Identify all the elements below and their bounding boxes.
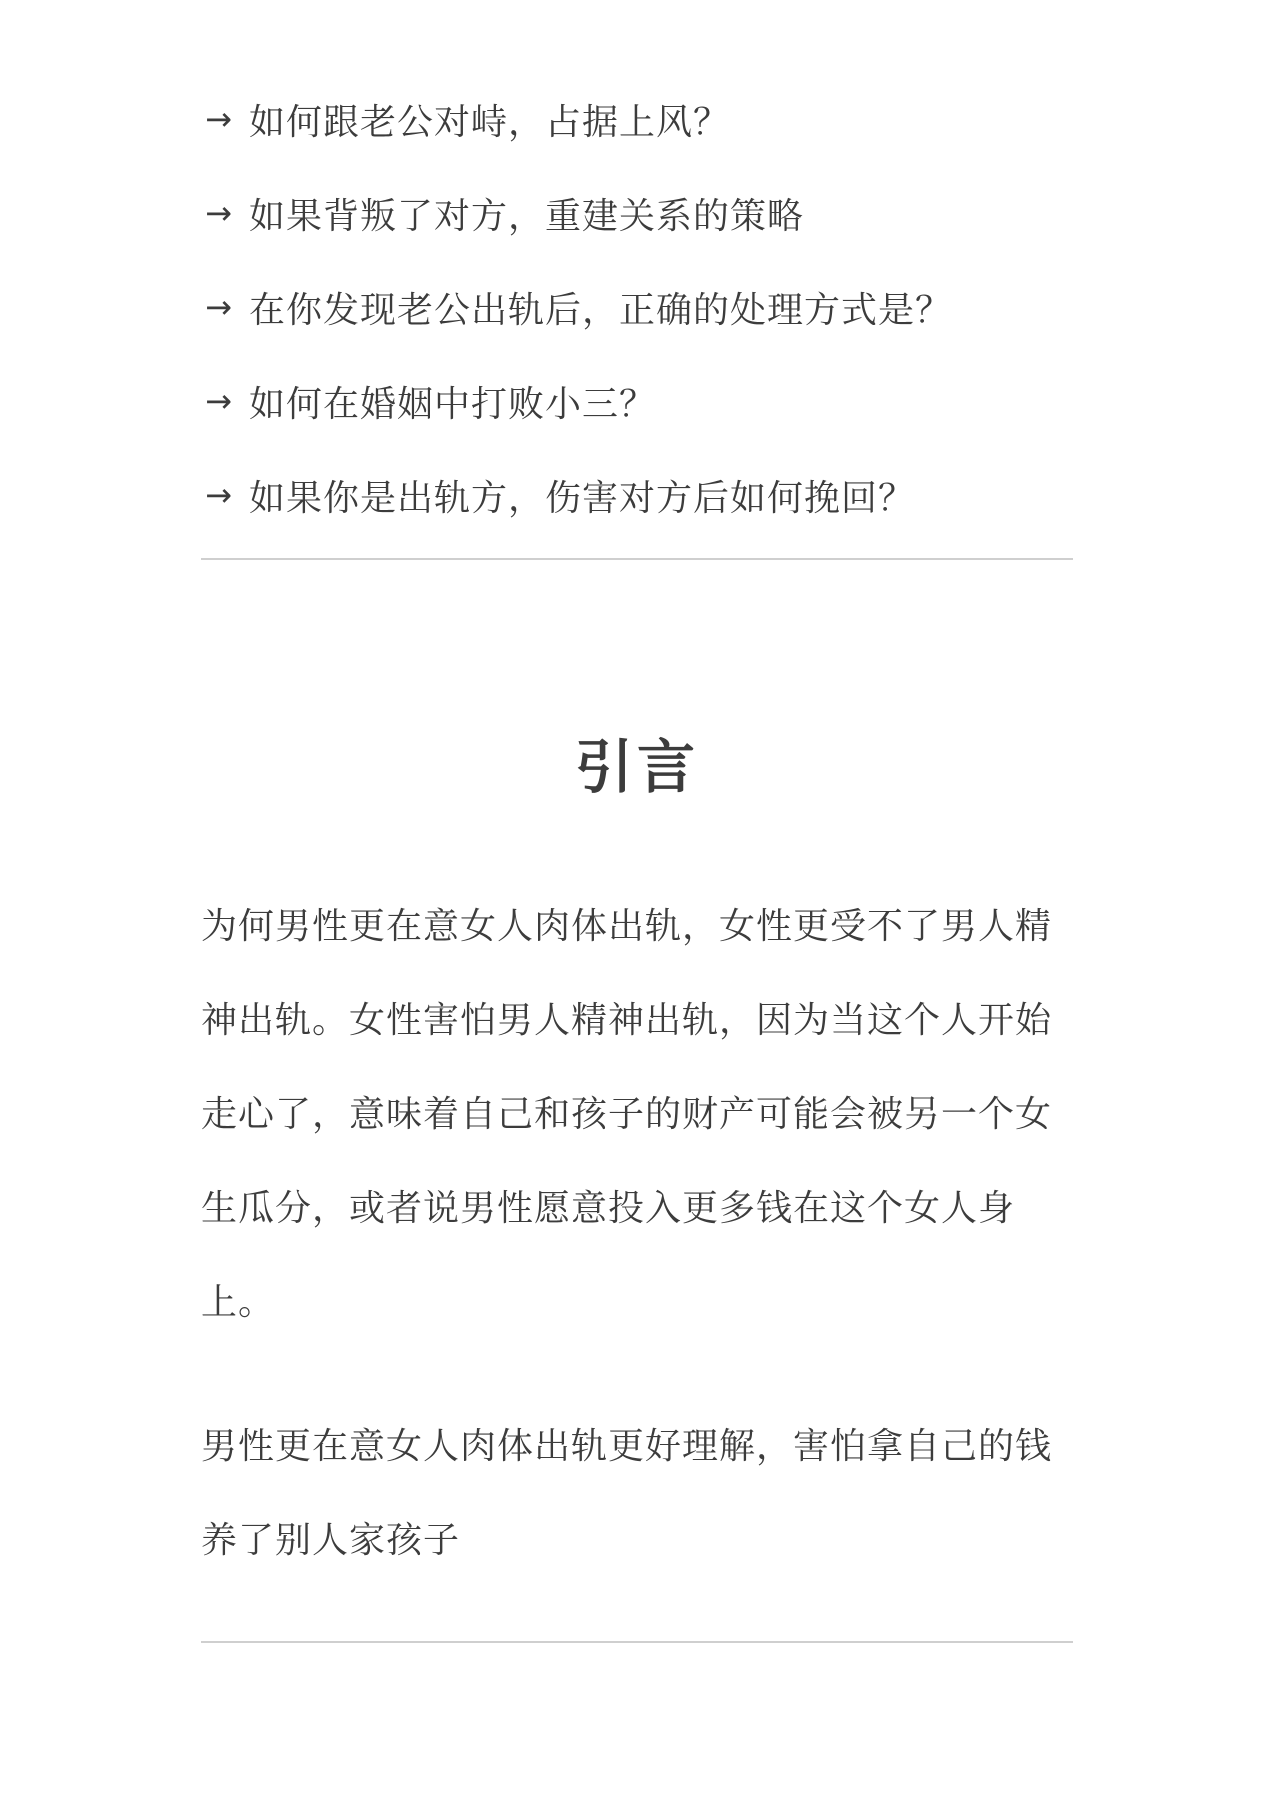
arrow-right-icon: →	[205, 476, 233, 514]
divider	[201, 1641, 1073, 1643]
question-text: 如何在婚姻中打败小三？	[249, 383, 657, 425]
arrow-right-icon: →	[205, 382, 233, 420]
question-item	[201, 166, 1073, 260]
intro-paragraph: 为何男性更在意女人肉体出轨，女性更受不了男人精神出轨。女性害怕男人精神出轨，因为当这个人开始走心了，意味着自己和孩子的财产可能会被另一个女生瓜分，或者说男性愿意投入更多钱在这个女人身上。	[201, 906, 1053, 1323]
intro-paragraph: 男性更在意女人肉体出轨更好理解，害怕拿自己的钱养了别人家孩子	[201, 1426, 1053, 1561]
arrow-right-icon: →	[205, 288, 233, 326]
question-item	[201, 260, 1073, 354]
question-text: 在你发现老公出轨后，正确的处理方式是？	[249, 289, 953, 331]
section-title: 引言	[574, 733, 699, 801]
question-list	[201, 0, 1073, 542]
question-item	[201, 448, 1073, 542]
question-text: 如何跟老公对峙，占据上风？	[249, 101, 731, 143]
question-item	[201, 72, 1073, 166]
arrow-right-icon: →	[205, 194, 233, 232]
article-content	[201, 0, 1073, 542]
question-item	[201, 354, 1073, 448]
question-text: 如果你是出轨方，伤害对方后如何挽回？	[249, 477, 916, 519]
divider	[201, 558, 1073, 560]
arrow-right-icon: →	[205, 100, 233, 138]
question-text: 如果背叛了对方，重建关系的策略	[249, 195, 805, 237]
